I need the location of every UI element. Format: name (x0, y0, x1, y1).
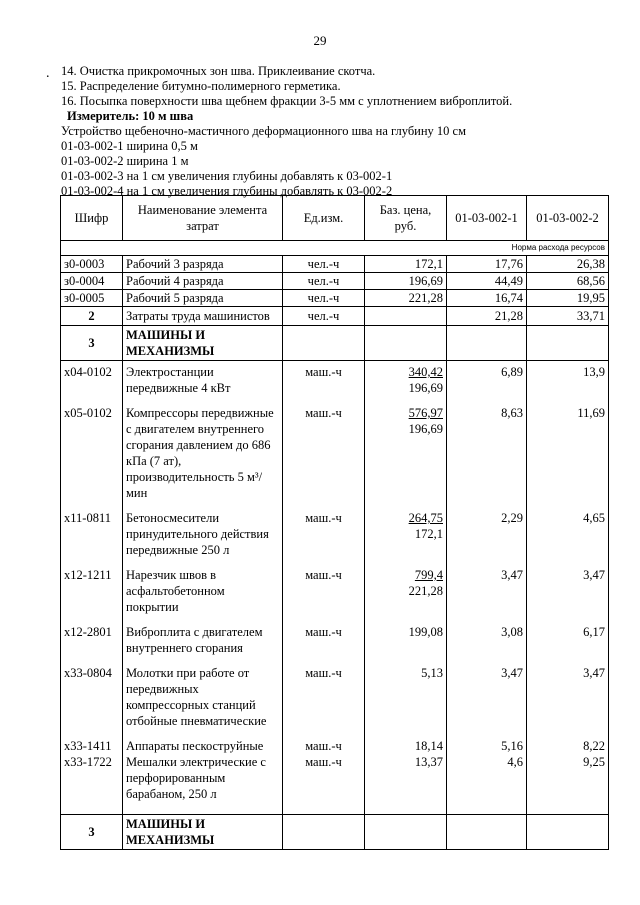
cell-price (365, 507, 447, 564)
header-unit: Ед.изм. (283, 196, 365, 241)
cell-price (365, 621, 447, 662)
cell-value-1: 3,47 (447, 662, 527, 735)
section-code: 3 (61, 815, 123, 850)
cell-unit: маш.-ч (283, 754, 365, 815)
cell-value-2: 6,17 (527, 621, 609, 662)
table-row (61, 290, 609, 307)
table-row (61, 402, 609, 507)
cell-unit: маш.-ч (283, 402, 365, 507)
cell-empty (283, 326, 365, 361)
table-row-machinists (61, 307, 609, 326)
header-name: Наименование элемента затрат (123, 196, 283, 241)
price-value: 340,42 (408, 365, 443, 379)
cell-value-2: 33,71 (527, 307, 609, 326)
cell-unit: маш.-ч (283, 735, 365, 754)
cell-name: Рабочий 4 разряда (123, 273, 283, 290)
header-price: Баз. цена, руб. (365, 196, 447, 241)
cell-price: 221,28 (365, 290, 447, 307)
cell-unit: чел.-ч (283, 273, 365, 290)
price-second-value: 196,69 (408, 422, 443, 436)
cell-empty (447, 815, 527, 850)
cell-empty (447, 326, 527, 361)
price-value: 13,37 (414, 755, 443, 769)
cell-name: Мешалки электрические с перфорированным барабаном, 250 л (123, 754, 283, 815)
cell-value-1: 3,08 (447, 621, 527, 662)
cell-price (365, 662, 447, 735)
cell-code: 2 (61, 307, 123, 326)
norm-label: Норма расхода ресурсов (61, 241, 609, 256)
price-value: 799,4 (414, 568, 443, 582)
cell-name: Бетоносмесители принудительного действия передвижные 250 л (123, 507, 283, 564)
intro-line: 01-03-002-1 ширина 0,5 м (61, 139, 198, 153)
cell-empty (527, 326, 609, 361)
price-value: 18,14 (414, 739, 443, 753)
cell-value-1: 17,76 (447, 256, 527, 273)
cell-value-2: 4,65 (527, 507, 609, 564)
section-row-machines-bottom (61, 815, 609, 850)
cell-empty (527, 815, 609, 850)
cell-value-1: 3,47 (447, 564, 527, 621)
cell-unit: маш.-ч (283, 507, 365, 564)
cell-unit: чел.-ч (283, 256, 365, 273)
cell-name: Рабочий 3 разряда (123, 256, 283, 273)
cell-value-2: 68,56 (527, 273, 609, 290)
section-name: МАШИНЫ И МЕХАНИЗМЫ (123, 326, 283, 361)
section-name: МАШИНЫ И МЕХАНИЗМЫ (123, 815, 283, 850)
cell-price: 196,69 (365, 273, 447, 290)
cell-price: 172,1 (365, 256, 447, 273)
cell-empty (365, 326, 447, 361)
cell-unit: маш.-ч (283, 662, 365, 735)
price-value: 264,75 (408, 511, 443, 525)
table-row (61, 273, 609, 290)
cell-unit: чел.-ч (283, 307, 365, 326)
step-16: 16. Посыпка поверхности шва щебнем фракции 3-5 мм с уплотнением виброплитой. (61, 94, 513, 108)
cell-price (365, 402, 447, 507)
step-15: 15. Распределение битумно-полимерного герметика. (61, 79, 341, 93)
cell-name: Аппараты пескоструйные (123, 735, 283, 754)
table-row (61, 361, 609, 403)
header-code: Шифр (61, 196, 123, 241)
intro-line: 01-03-002-4 на 1 см увеличения глубины добавлять к 03-002-2 (61, 184, 393, 198)
cell-name: Виброплита с двигателем внутреннего сгорания (123, 621, 283, 662)
cell-code: х11-0811 (61, 507, 123, 564)
table-row (61, 564, 609, 621)
cell-empty (365, 815, 447, 850)
cell-value-2: 11,69 (527, 402, 609, 507)
cell-code: х33-0804 (61, 662, 123, 735)
cell-value-1: 16,74 (447, 290, 527, 307)
cell-value-1: 8,63 (447, 402, 527, 507)
cell-name: Рабочий 5 разряда (123, 290, 283, 307)
cell-unit: чел.-ч (283, 290, 365, 307)
cell-name: Компрессоры передвижные с двигателем внутреннего сгорания давлением до 686 кПа (7 ат), производительность 5 м³/мин (123, 402, 283, 507)
cell-price (365, 735, 447, 754)
cell-code: з0-0005 (61, 290, 123, 307)
table-row (61, 735, 609, 754)
cell-value-1: 4,6 (447, 754, 527, 815)
intro-line: 01-03-002-2 ширина 1 м (61, 154, 189, 168)
cell-price (365, 307, 447, 326)
cell-value-2: 8,22 (527, 735, 609, 754)
cell-value-1: 5,16 (447, 735, 527, 754)
cell-value-1: 21,28 (447, 307, 527, 326)
cell-code: х12-1211 (61, 564, 123, 621)
cell-name: Молотки при работе от передвижных компрессорных станций отбойные пневматические (123, 662, 283, 735)
cell-unit: маш.-ч (283, 361, 365, 403)
header-col-1: 01-03-002-1 (447, 196, 527, 241)
cell-price (365, 361, 447, 403)
price-value: 576,97 (408, 406, 443, 420)
cell-value-2: 19,95 (527, 290, 609, 307)
table-row (61, 507, 609, 564)
intro-text (61, 64, 512, 199)
table-header-row (61, 196, 609, 241)
header-col-2: 01-03-002-2 (527, 196, 609, 241)
cell-code: з0-0004 (61, 273, 123, 290)
page-number: 29 (313, 33, 327, 48)
cell-unit: маш.-ч (283, 564, 365, 621)
margin-mark: . (46, 66, 50, 81)
table-row (61, 662, 609, 735)
table-row (61, 754, 609, 815)
cell-code: х04-0102 (61, 361, 123, 403)
step-14: 14. Очистка прикромочных зон шва. Приклеивание скотча. (61, 64, 376, 78)
cell-value-1: 2,29 (447, 507, 527, 564)
cell-name: Нарезчик швов в асфальтобетонном покрытии (123, 564, 283, 621)
cell-code: х33-1722 (61, 754, 123, 815)
intro-line: 01-03-002-3 на 1 см увеличения глубины добавлять к 03-002-1 (61, 169, 393, 183)
cell-value-1: 6,89 (447, 361, 527, 403)
section-code: 3 (61, 326, 123, 361)
price-value: 5,13 (421, 666, 443, 680)
cell-value-2: 3,47 (527, 564, 609, 621)
norm-row (61, 241, 609, 256)
table-row (61, 256, 609, 273)
cell-code: х05-0102 (61, 402, 123, 507)
table-row (61, 621, 609, 662)
cell-code: з0-0003 (61, 256, 123, 273)
cell-code: х12-2801 (61, 621, 123, 662)
cell-value-1: 44,49 (447, 273, 527, 290)
measure-unit: Измеритель: 10 м шва (67, 109, 194, 123)
cell-value-2: 3,47 (527, 662, 609, 735)
cell-value-2: 9,25 (527, 754, 609, 815)
cell-price (365, 754, 447, 815)
cell-value-2: 26,38 (527, 256, 609, 273)
price-second-value: 172,1 (414, 527, 443, 541)
price-second-value: 221,28 (408, 584, 443, 598)
cell-unit: маш.-ч (283, 621, 365, 662)
cell-value-2: 13,9 (527, 361, 609, 403)
cell-code: х33-1411 (61, 735, 123, 754)
cell-empty (283, 815, 365, 850)
cell-name: Электростанции передвижные 4 кВт (123, 361, 283, 403)
price-second-value: 196,69 (408, 381, 443, 395)
resource-table (60, 195, 609, 850)
cell-name: Затраты труда машинистов (123, 307, 283, 326)
section-row-machines (61, 326, 609, 361)
cell-price (365, 564, 447, 621)
price-value: 199,08 (408, 625, 443, 639)
intro-line: Устройство щебеночно-мастичного деформационного шва на глубину 10 см (61, 124, 467, 138)
